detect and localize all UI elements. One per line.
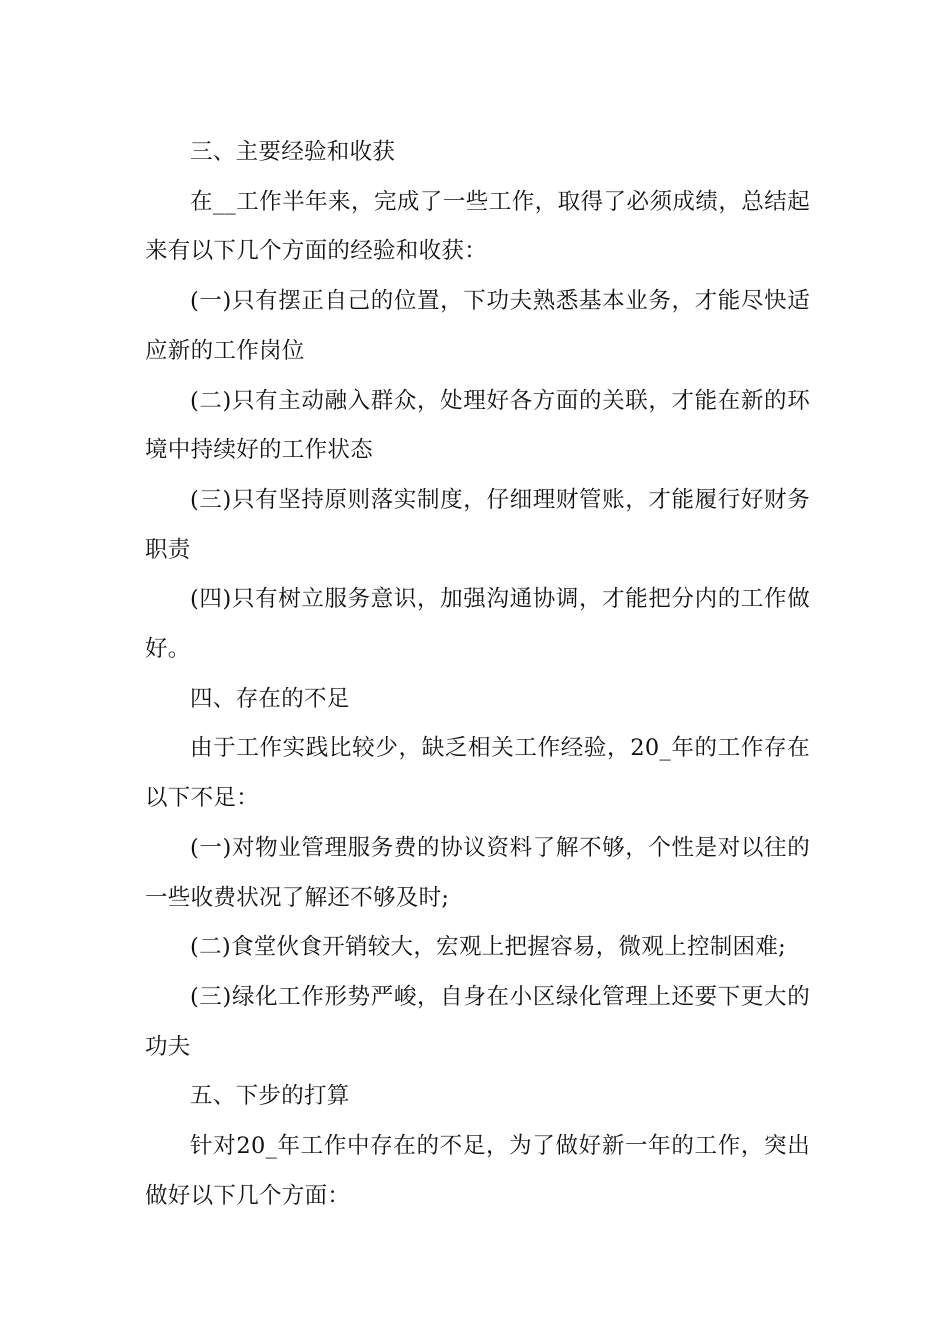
paragraph-plans-intro: 针对20_年工作中存在的不足，为了做好新一年的工作，突出做好以下几个方面： xyxy=(145,1133,810,1209)
list-item-experience-2: (二)只有主动融入群众，处理好各方面的关联，才能在新的环境中持续好的工作状态 xyxy=(145,387,810,464)
paragraph-shortcomings-intro: 由于工作实践比较少，缺乏相关工作经验，20_年的工作存在以下不足： xyxy=(145,735,810,812)
list-item-experience-3: (三)只有坚持原则落实制度，仔细理财管账，才能履行好财务职责 xyxy=(145,486,810,563)
list-item-experience-1: (一)只有摆正自己的位置，下功夫熟悉基本业务，才能尽快适应新的工作岗位 xyxy=(145,288,810,364)
section-heading-experience: 三、主要经验和收获 xyxy=(190,139,396,165)
section-heading-shortcomings: 四、存在的不足 xyxy=(190,685,350,712)
section-heading-plans: 五、下步的打算 xyxy=(190,1083,350,1110)
paragraph-summary: 在__工作半年来，完成了一些工作，取得了必须成绩，总结起来有以下几个方面的经验和收获： xyxy=(145,188,810,265)
document-body xyxy=(145,128,810,1221)
list-item-shortcoming-2: (二)食堂伙食开销较大，宏观上把握容易，微观上控制困难; xyxy=(190,934,787,961)
list-item-shortcoming-1: (一)对物业管理服务费的协议资料了解不够，个性是对以往的一些收费状况了解还不够及时; xyxy=(145,834,810,911)
list-item-experience-4: (四)只有树立服务意识，加强沟通协调，才能把分内的工作做好。 xyxy=(145,586,810,663)
list-item-shortcoming-3: (三)绿化工作形势严峻，自身在小区绿化管理上还要下更大的功夫 xyxy=(145,983,810,1060)
